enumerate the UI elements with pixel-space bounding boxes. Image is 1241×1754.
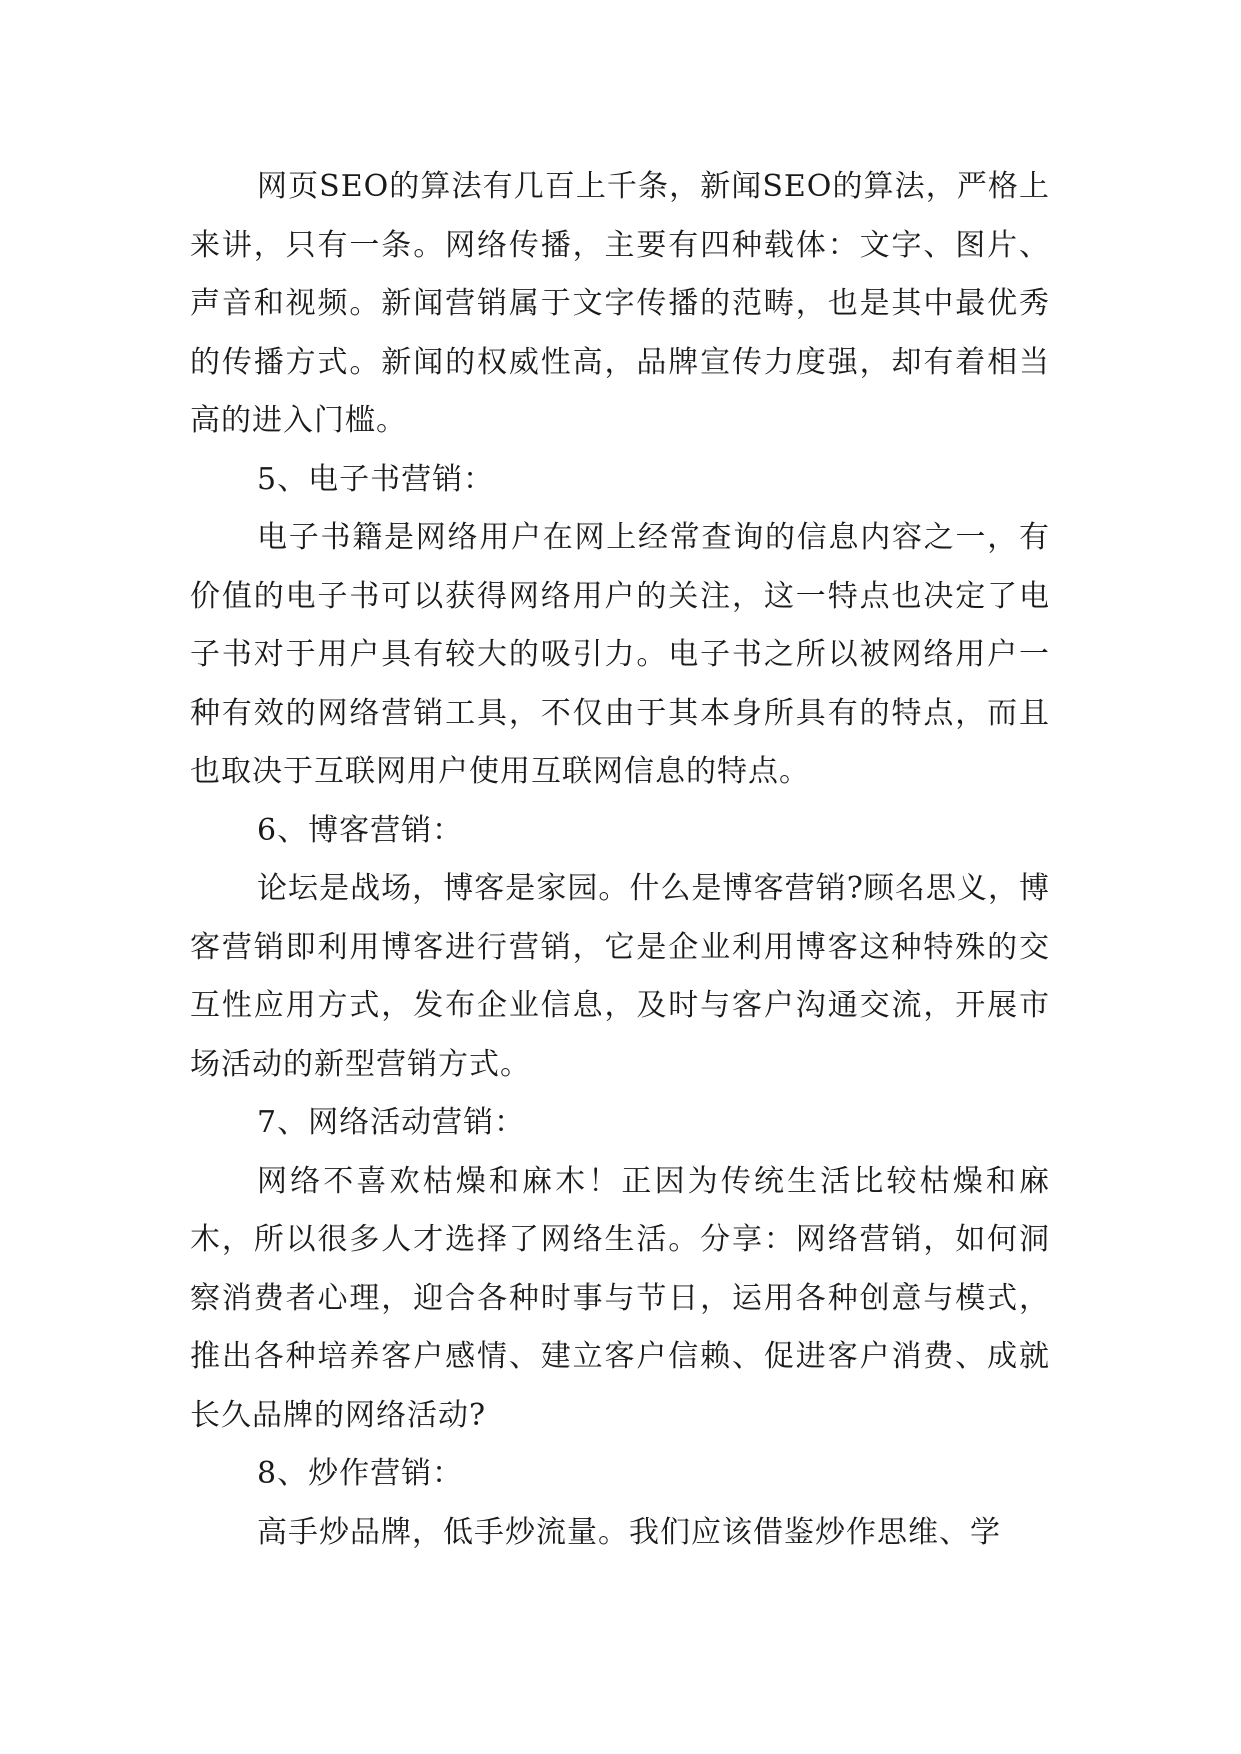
heading-blog-marketing: 6、博客营销： bbox=[257, 812, 464, 848]
paragraph-news-seo: 网页SEO的算法有几百上千条，新闻SEO的算法，严格上来讲，只有一条。网络传播，主要有四种载体：文字、图片、声音和视频。新闻营销属于文字传播的范畴，也是其中最优秀的传播方式。新闻的权威性高，品牌宣传力度强，却有着相当高的进入门槛。 bbox=[190, 169, 1050, 438]
paragraph-hype-marketing: 高手炒品牌，低手炒流量。我们应该借鉴炒作思维、学 bbox=[257, 1514, 1001, 1550]
heading-online-activity-marketing: 7、网络活动营销： bbox=[257, 1105, 526, 1140]
paragraph-online-activity-marketing: 网络不喜欢枯燥和麻木！正因为传统生活比较枯燥和麻木，所以很多人才选择了网络生活。分享：网络营销，如何洞察消费者心理，迎合各种时事与节日，运用各种创意与模式，推出各种培养客户感情、建立客户信赖、促进客户消费、成就长久品牌的网络活动? bbox=[190, 1163, 1050, 1433]
paragraph-blog-marketing: 论坛是战场，博客是家园。什么是博客营销?顾名思义，博客营销即利用博客进行营销，它是企业利用博客这种特殊的交互性应用方式，发布企业信息，及时与客户沟通交流，开展市场活动的新型营销方式。 bbox=[190, 871, 1050, 1082]
document-body bbox=[190, 158, 1050, 1562]
paragraph-ebook-marketing: 电子书籍是网络用户在网上经常查询的信息内容之一，有价值的电子书可以获得网络用户的关注，这一特点也决定了电子书对于用户具有较大的吸引力。电子书之所以被网络用户一种有效的网络营销工具，不仅由于其本身所具有的特点，而且也取决于互联网用户使用互联网信息的特点。 bbox=[190, 520, 1050, 789]
heading-ebook-marketing: 5、电子书营销： bbox=[257, 461, 495, 497]
heading-hype-marketing: 8、炒作营销： bbox=[257, 1456, 464, 1491]
